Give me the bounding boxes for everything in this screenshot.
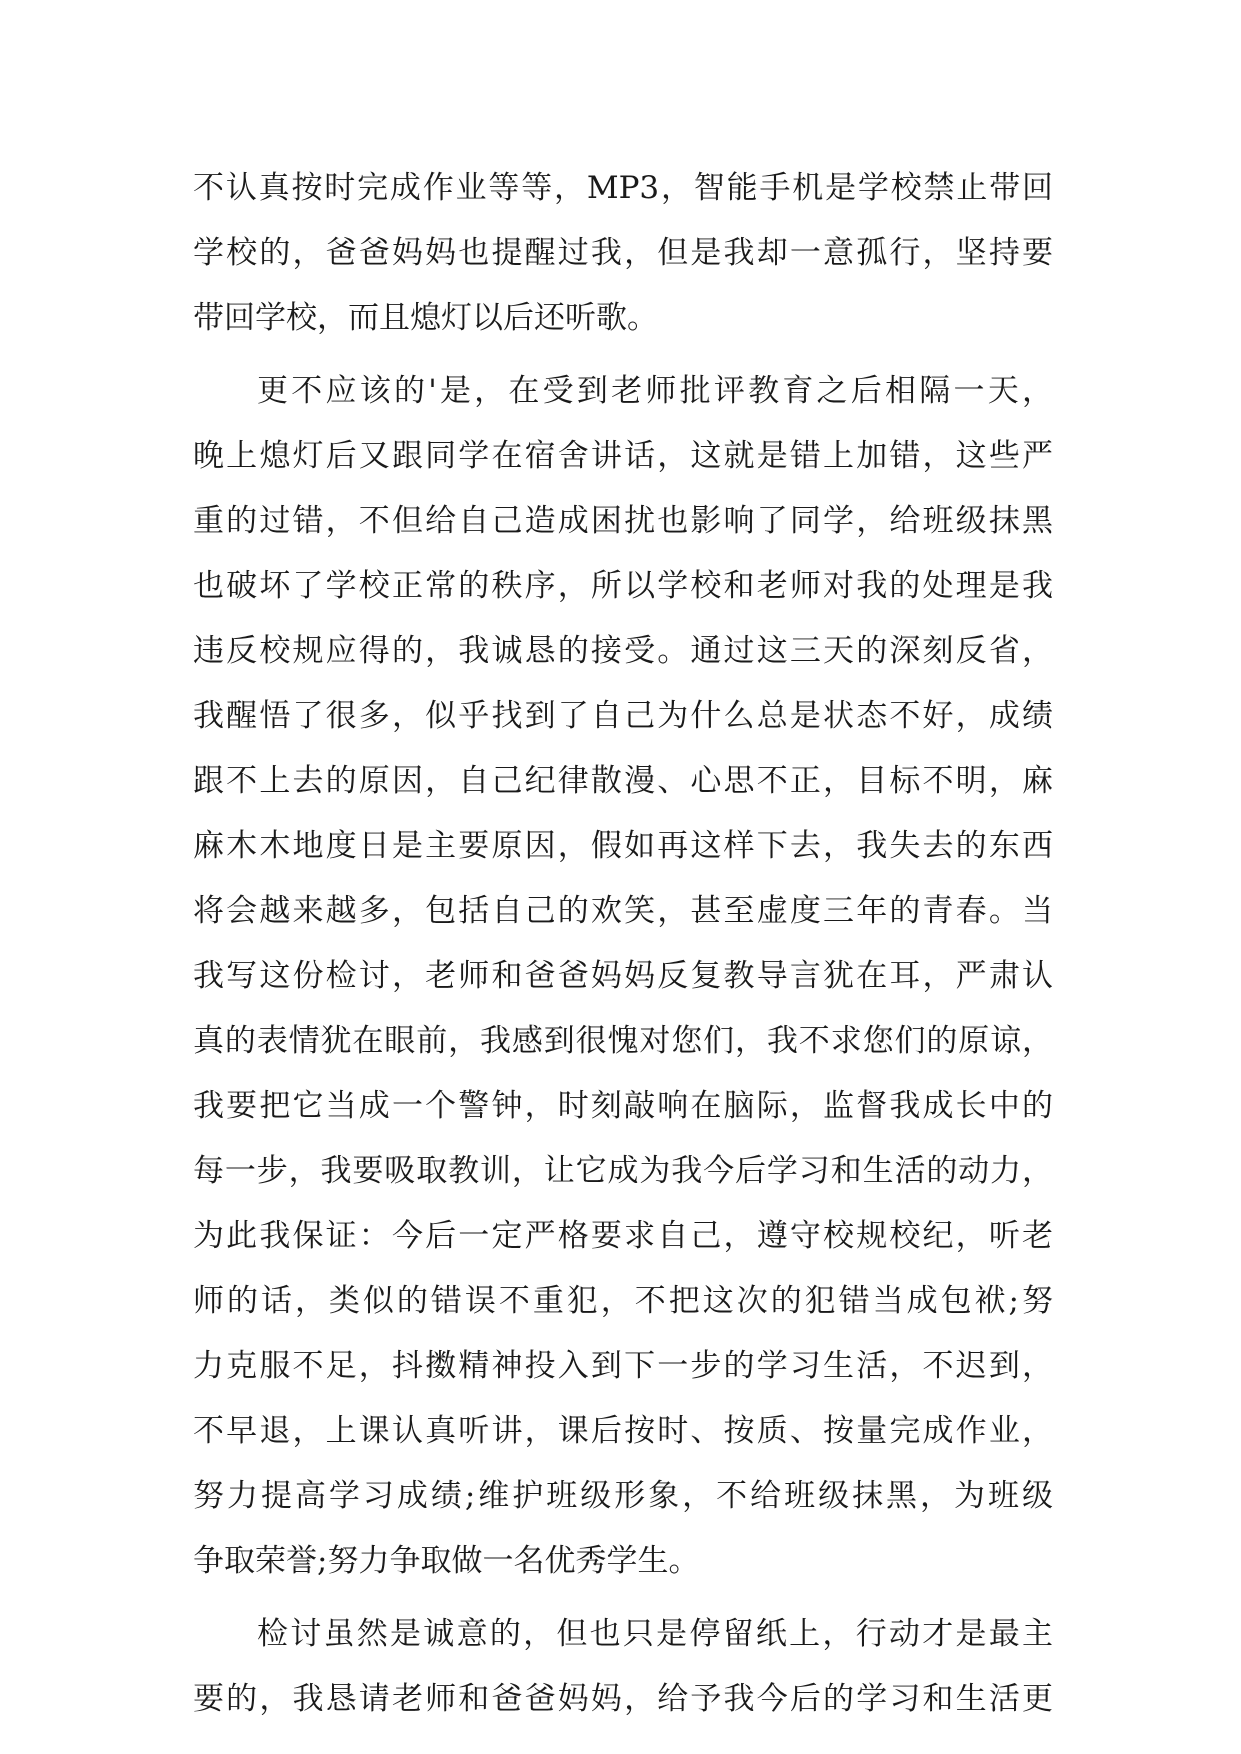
paragraph-line: 检讨虽然是诚意的，但也只是停留纸上，行动才是最主 <box>257 1616 1053 1652</box>
paragraph-line: 我写这份检讨，老师和爸爸妈妈反复教导言犹在耳，严肃认 <box>193 958 1053 994</box>
paragraph-line: 将会越来越多，包括自己的欢笑，甚至虚度三年的青春。当 <box>193 893 1053 929</box>
document-body <box>193 156 1053 1732</box>
paragraph-line: 我要把它当成一个警钟，时刻敲响在脑际，监督我成长中的 <box>193 1088 1053 1124</box>
paragraph-line: 学校的，爸爸妈妈也提醒过我，但是我却一意孤行，坚持要 <box>193 235 1053 271</box>
paragraph-line: 我醒悟了很多，似乎找到了自己为什么总是状态不好，成绩 <box>193 698 1053 734</box>
paragraph-line: 为此我保证：今后一定严格要求自己，遵守校规校纪，听老 <box>193 1218 1053 1254</box>
paragraph-line: 带回学校，而且熄灯以后还听歌。 <box>193 300 658 336</box>
paragraph-line: 也破坏了学校正常的秩序，所以学校和老师对我的处理是我 <box>193 568 1053 604</box>
paragraph-2 <box>193 359 1053 1594</box>
paragraph-line: 更不应该的'是，在受到老师批评教育之后相隔一天， <box>257 373 1053 409</box>
paragraph-line: 争取荣誉;努力争取做一名优秀学生。 <box>193 1543 700 1579</box>
paragraph-line: 每一步，我要吸取教训，让它成为我今后学习和生活的动力， <box>193 1153 1053 1189</box>
paragraph-line: 真的表情犹在眼前，我感到很愧对您们，我不求您们的原谅， <box>193 1023 1053 1059</box>
paragraph-line: 重的过错，不但给自己造成困扰也影响了同学，给班级抹黑 <box>193 503 1053 539</box>
paragraph-3 <box>193 1602 1053 1732</box>
paragraph-line: 力克服不足，抖擞精神投入到下一步的学习生活，不迟到， <box>193 1348 1053 1384</box>
paragraph-line: 不认真按时完成作业等等，MP3，智能手机是学校禁止带回 <box>193 170 1053 206</box>
paragraph-line: 跟不上去的原因，自己纪律散漫、心思不正，目标不明，麻 <box>193 763 1053 799</box>
paragraph-line: 晚上熄灯后又跟同学在宿舍讲话，这就是错上加错，这些严 <box>193 438 1053 474</box>
paragraph-line: 不早退，上课认真听讲，课后按时、按质、按量完成作业， <box>193 1413 1053 1449</box>
paragraph-1 <box>193 156 1053 351</box>
paragraph-line: 违反校规应得的，我诚恳的接受。通过这三天的深刻反省， <box>193 633 1053 669</box>
paragraph-line: 要的，我恳请老师和爸爸妈妈，给予我今后的学习和生活更 <box>193 1681 1053 1717</box>
paragraph-line: 麻木木地度日是主要原因，假如再这样下去，我失去的东西 <box>193 828 1053 864</box>
paragraph-line: 努力提高学习成绩;维护班级形象，不给班级抹黑，为班级 <box>193 1478 1053 1514</box>
paragraph-line: 师的话，类似的错误不重犯，不把这次的犯错当成包袱;努 <box>193 1283 1053 1319</box>
